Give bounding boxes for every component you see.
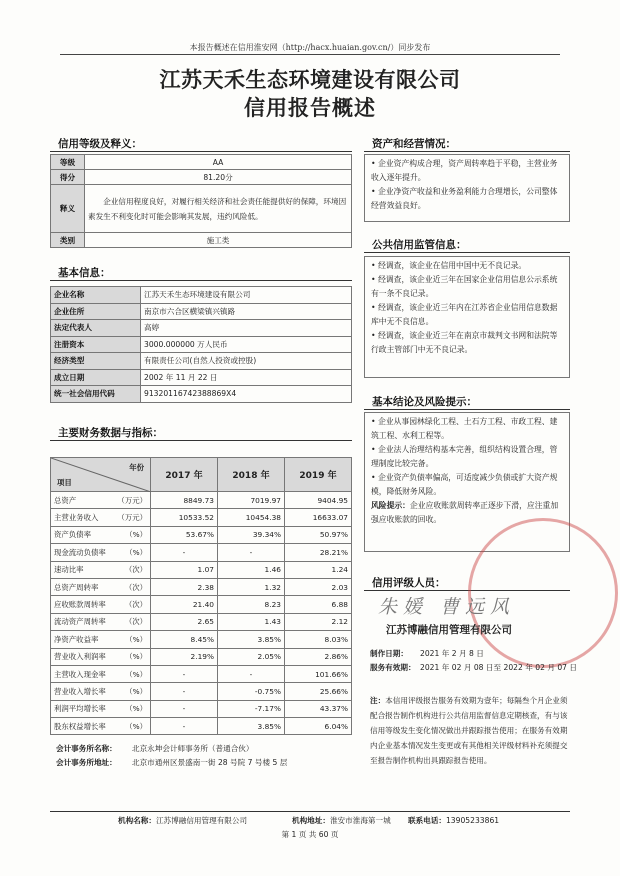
supervision-divider [364, 252, 570, 253]
finance-item-cell [51, 561, 151, 578]
supervision-item-text: 经调查，该企业近三年在国家企业信用信息公示系统有一条不良记录。 [371, 275, 558, 298]
conclusion-item: • 企业从事园林绿化工程、土石方工程、市政工程、建筑工程、水利工程等。 [371, 417, 558, 440]
basic-row [51, 386, 352, 403]
finance-row [51, 665, 352, 682]
finance-value: 1.32 [218, 578, 285, 595]
finance-row [51, 561, 352, 578]
assets-divider [364, 151, 570, 152]
footer-address [292, 815, 391, 826]
finance-value: 53.67% [151, 526, 218, 543]
basic-value: 南京市六合区横梁镇兴镇路 [141, 303, 352, 320]
rating-label: 释义 [51, 185, 85, 233]
supervision-item-text: 经调查，该企业近三年在南京市裁判文书网和法院等行政主管部门中无不良记录。 [371, 331, 558, 354]
finance-unit: （%） [125, 704, 147, 714]
finance-item: 资产负债率 [54, 530, 91, 540]
basic-heading: 基本信息： [58, 267, 111, 279]
assets-item: • 企业资产构成合理，资产周转率趋于平稳，主营业务收入逐年提升。 [371, 159, 558, 182]
finance-unit: （%） [125, 669, 147, 679]
finance-row [51, 544, 352, 561]
finance-value: 50.97% [285, 526, 352, 543]
finance-row [51, 578, 352, 595]
basic-label: 成立日期 [51, 369, 141, 386]
finance-unit: （次） [124, 600, 147, 610]
finance-value: - [218, 544, 285, 561]
supervision-item: • 经调查，该企业近三年在国家企业信用信息公示系统有一条不良记录。 [371, 275, 558, 298]
report-title: 信用报告概述 [244, 95, 376, 120]
basic-label: 经济类型 [51, 353, 141, 370]
footer-address-value: 淮安市淮海第一城 [329, 816, 391, 825]
rating-label: 得分 [51, 170, 85, 185]
footer-phone-label: 联系电话： [408, 816, 446, 825]
finance-row [51, 700, 352, 717]
finance-row [51, 492, 352, 509]
finance-value: 8.45% [151, 631, 218, 648]
notice-label: 注： [370, 696, 386, 705]
finance-unit: （次） [124, 617, 147, 627]
finance-item: 主营收入现金率 [54, 669, 106, 679]
firm-name-label: 会计事务所名称： [56, 744, 117, 753]
finance-value: 39.34% [218, 526, 285, 543]
finance-value: - [151, 683, 218, 700]
finance-value: 10454.38 [218, 509, 285, 526]
finance-value: 8849.73 [151, 492, 218, 509]
finance-item-cell [51, 718, 151, 735]
assets-box [364, 154, 570, 222]
rating-heading: 信用等级及释义： [58, 138, 142, 150]
finance-unit: （万元） [117, 513, 147, 523]
finance-value: 2.86% [285, 648, 352, 665]
basic-table [50, 286, 352, 403]
finance-item-header: 项目 [57, 478, 72, 487]
rating-value: 81.20分 [85, 170, 352, 185]
conclusion-item-text: 企业从事园林绿化工程、土石方工程、市政工程、建筑工程、水利工程等。 [371, 417, 558, 440]
finance-value: 7019.97 [218, 492, 285, 509]
finance-value: 1.43 [218, 613, 285, 630]
finance-item-cell [51, 648, 151, 665]
finance-value: 2.05% [218, 648, 285, 665]
rating-row-grade [51, 155, 352, 170]
basic-divider [50, 280, 352, 281]
finance-item-cell [51, 665, 151, 682]
finance-unit: （万元） [117, 495, 147, 505]
assets-item-text: 企业净资产收益和业务盈利能力合理增长，公司整体经营效益良好。 [371, 187, 558, 210]
basic-value: 有限责任公司(自然人投资或控股) [141, 353, 352, 370]
finance-table [50, 457, 352, 735]
firm-address-value: 北京市通州区景盛南一街 28 号院 7 号楼 5 层 [132, 758, 288, 767]
header-divider [60, 54, 560, 55]
finance-year: 2017 年 [151, 458, 218, 492]
made-date-label: 制作日期： [370, 649, 408, 658]
finance-item: 流动资产周转率 [54, 617, 106, 627]
basic-label: 企业名称 [51, 287, 141, 304]
conclusion-item: • 企业资产负债率偏高，可适度减少负债或扩大资产规模，降低财务风险。 [371, 473, 558, 496]
basic-value: 江苏天禾生态环境建设有限公司 [141, 287, 352, 304]
company-title: 江苏天禾生态环境建设有限公司 [159, 67, 461, 92]
assets-item: • 企业净资产收益和业务盈利能力合理增长，公司整体经营效益良好。 [371, 187, 558, 210]
valid-period-value: 2021 年 02 月 08 日至 2022 年 02 月 07 日 [420, 663, 578, 672]
finance-value: 1.24 [285, 561, 352, 578]
finance-item: 总资产 [54, 495, 77, 505]
finance-row [51, 509, 352, 526]
conclusion-item-text: 企业资产负债率偏高，可适度减少负债或扩大资产规模，降低财务风险。 [371, 473, 558, 496]
finance-value: 2.65 [151, 613, 218, 630]
rating-table [50, 154, 352, 248]
finance-corner-cell [51, 458, 151, 492]
finance-row [51, 596, 352, 613]
finance-item-cell [51, 578, 151, 595]
finance-item: 营业收入增长率 [54, 686, 106, 696]
firm-address-label: 会计事务所地址： [56, 758, 117, 767]
basic-value: 高婷 [141, 320, 352, 337]
rating-label: 类别 [51, 233, 85, 248]
finance-row [51, 718, 352, 735]
finance-value: - [218, 665, 285, 682]
risk-text: 企业应收账款周转率正逐步下滑，应注重加强应收账款的回收。 [371, 501, 559, 524]
finance-item: 应收账款周转率 [54, 600, 106, 610]
rating-value: 施工类 [85, 233, 352, 248]
finance-value: 3.85% [218, 718, 285, 735]
finance-value: 101.66% [285, 665, 352, 682]
finance-item-cell [51, 700, 151, 717]
supervision-heading: 公共信用监管信息： [372, 239, 467, 251]
basic-row [51, 287, 352, 304]
supervision-item: • 经调查，该企业近三年在南京市裁判文书网和法院等行政主管部门中无不良记录。 [371, 331, 558, 354]
finance-value: 43.37% [285, 700, 352, 717]
assets-heading: 资产和经营情况： [372, 138, 456, 150]
finance-value: 8.03% [285, 631, 352, 648]
finance-value: - [151, 718, 218, 735]
finance-item-cell [51, 631, 151, 648]
basic-label: 法定代表人 [51, 320, 141, 337]
conclusion-item: • 企业法人治理结构基本完善，组织结构设置合理，管理制度比较完备。 [371, 445, 558, 468]
finance-value: 2.12 [285, 613, 352, 630]
finance-value: 6.88 [285, 596, 352, 613]
finance-item: 净资产收益率 [54, 634, 99, 644]
basic-value: 2002 年 11 月 22 日 [141, 369, 352, 386]
assets-item-text: 企业资产构成合理，资产周转率趋于平稳，主营业务收入逐年提升。 [371, 159, 558, 182]
rating-divider [50, 151, 352, 152]
rating-value: 企业信用程度良好，对履行相关经济和社会责任能提供好的保障，环境因素发生不利变化时可能会影响其发展，违约风险低。 [85, 185, 352, 233]
finance-unit: （%） [125, 634, 147, 644]
basic-row [51, 320, 352, 337]
finance-item-cell [51, 613, 151, 630]
supervision-box [364, 256, 570, 378]
finance-header-row [51, 458, 352, 492]
footer-phone-value: 13905233861 [445, 816, 500, 825]
finance-row [51, 526, 352, 543]
basic-row [51, 353, 352, 370]
finance-item-cell [51, 596, 151, 613]
finance-item: 总资产周转率 [54, 582, 99, 592]
basic-row [51, 369, 352, 386]
valid-period-label: 服务有效期： [370, 663, 416, 672]
basic-label: 注册资本 [51, 336, 141, 353]
footer-divider [50, 811, 570, 812]
basic-value: 91320116742388869X4 [141, 386, 352, 403]
finance-value: -7.17% [218, 700, 285, 717]
rating-row-score [51, 170, 352, 185]
firm-name-value: 北京永坤会计师事务所（普通合伙） [132, 744, 254, 753]
finance-item-cell [51, 526, 151, 543]
finance-item-cell [51, 492, 151, 509]
finance-value: - [151, 544, 218, 561]
finance-item: 现金流动负债率 [54, 547, 106, 557]
rating-value: AA [85, 155, 352, 170]
page-number: 第 1 页 共 60 页 [281, 830, 339, 839]
basic-row [51, 336, 352, 353]
made-date-value: 2021 年 2 月 8 日 [420, 649, 484, 658]
finance-value: 1.46 [218, 561, 285, 578]
finance-value: 1.07 [151, 561, 218, 578]
finance-value: 3.85% [218, 631, 285, 648]
finance-value: 6.04% [285, 718, 352, 735]
finance-year-header: 年份 [129, 463, 144, 472]
rating-row-category [51, 233, 352, 248]
footer-phone [408, 815, 499, 826]
rating-row-meaning [51, 185, 352, 233]
rating-label: 等级 [51, 155, 85, 170]
supervision-item-text: 经调查，该企业在信用中国中无不良记录。 [378, 261, 527, 270]
finance-item-cell [51, 544, 151, 561]
conclusion-item-text: 企业法人治理结构基本完善，组织结构设置合理，管理制度比较完备。 [371, 445, 558, 468]
finance-value: 28.21% [285, 544, 352, 561]
finance-value: 10533.52 [151, 509, 218, 526]
finance-value: 16633.07 [285, 509, 352, 526]
conclusion-divider [364, 409, 570, 410]
finance-value: - [151, 700, 218, 717]
notice-text: 本信用评级报告服务有效期为壹年；每隔叁个月企业须配合报告制作机构进行公共信用监督信息定期核查，有与该信用等级发生变化情况做出并跟踪报告使用；在服务有效期内企业基本情况发生变更或有其他相关评级材料补充须提交至报告制作机构出具跟踪报告使用。 [370, 696, 568, 765]
finance-unit: （%） [125, 721, 147, 731]
raters-heading: 信用评级人员： [372, 577, 446, 589]
finance-unit: （次） [124, 565, 147, 575]
finance-year: 2019 年 [285, 458, 352, 492]
finance-item-cell [51, 509, 151, 526]
supervision-item: • 经调查，该企业在信用中国中无不良记录。 [371, 261, 527, 270]
finance-value: 21.40 [151, 596, 218, 613]
finance-unit: （%） [125, 530, 147, 540]
finance-row [51, 613, 352, 630]
rater-signature: 朱媛 曹远风 [378, 596, 516, 618]
finance-item: 股东权益增长率 [54, 721, 106, 731]
supervision-item-text: 经调查，该企业近三年内在江苏省企业信用信息数据库中无不良信息。 [371, 303, 558, 326]
basic-label: 企业住所 [51, 303, 141, 320]
finance-value: -0.75% [218, 683, 285, 700]
finance-unit: （%） [125, 686, 147, 696]
finance-value: 2.03 [285, 578, 352, 595]
finance-value: 9404.95 [285, 492, 352, 509]
supervision-item: • 经调查，该企业近三年内在江苏省企业信用信息数据库中无不良信息。 [371, 303, 558, 326]
finance-item: 营业收入利润率 [54, 652, 106, 662]
basic-row [51, 303, 352, 320]
risk-label: 风险提示： [371, 501, 410, 510]
finance-item: 速动比率 [54, 565, 84, 575]
finance-value: - [151, 665, 218, 682]
notice [370, 693, 570, 768]
finance-item: 主营业务收入 [54, 513, 99, 523]
footer-org [118, 815, 247, 826]
finance-heading: 主要财务数据与指标： [58, 427, 163, 439]
finance-value: 2.38 [151, 578, 218, 595]
rating-company: 江苏博融信用管理有限公司 [386, 624, 512, 636]
finance-row [51, 683, 352, 700]
finance-unit: （次） [124, 582, 147, 592]
finance-row [51, 631, 352, 648]
finance-year: 2018 年 [218, 458, 285, 492]
finance-unit: （%） [125, 652, 147, 662]
finance-row [51, 648, 352, 665]
finance-value: 8.23 [218, 596, 285, 613]
footer-org-value: 江苏博融信用管理有限公司 [155, 816, 248, 825]
finance-item-cell [51, 683, 151, 700]
finance-unit: （%） [125, 547, 147, 557]
finance-value: 25.66% [285, 683, 352, 700]
conclusion-heading: 基本结论及风险提示： [372, 396, 477, 408]
finance-divider [50, 440, 352, 441]
finance-value: 2.19% [151, 648, 218, 665]
basic-label: 统一社会信用代码 [51, 386, 141, 403]
basic-value: 3000.000000 万人民币 [141, 336, 352, 353]
footer-org-label: 机构名称： [118, 816, 156, 825]
finance-item: 利润平均增长率 [54, 704, 106, 714]
publish-note: 本报告概述在信用淮安网（http://hacx.huaian.gov.cn/）同步发布 [189, 43, 431, 52]
footer-address-label: 机构地址： [292, 816, 330, 825]
